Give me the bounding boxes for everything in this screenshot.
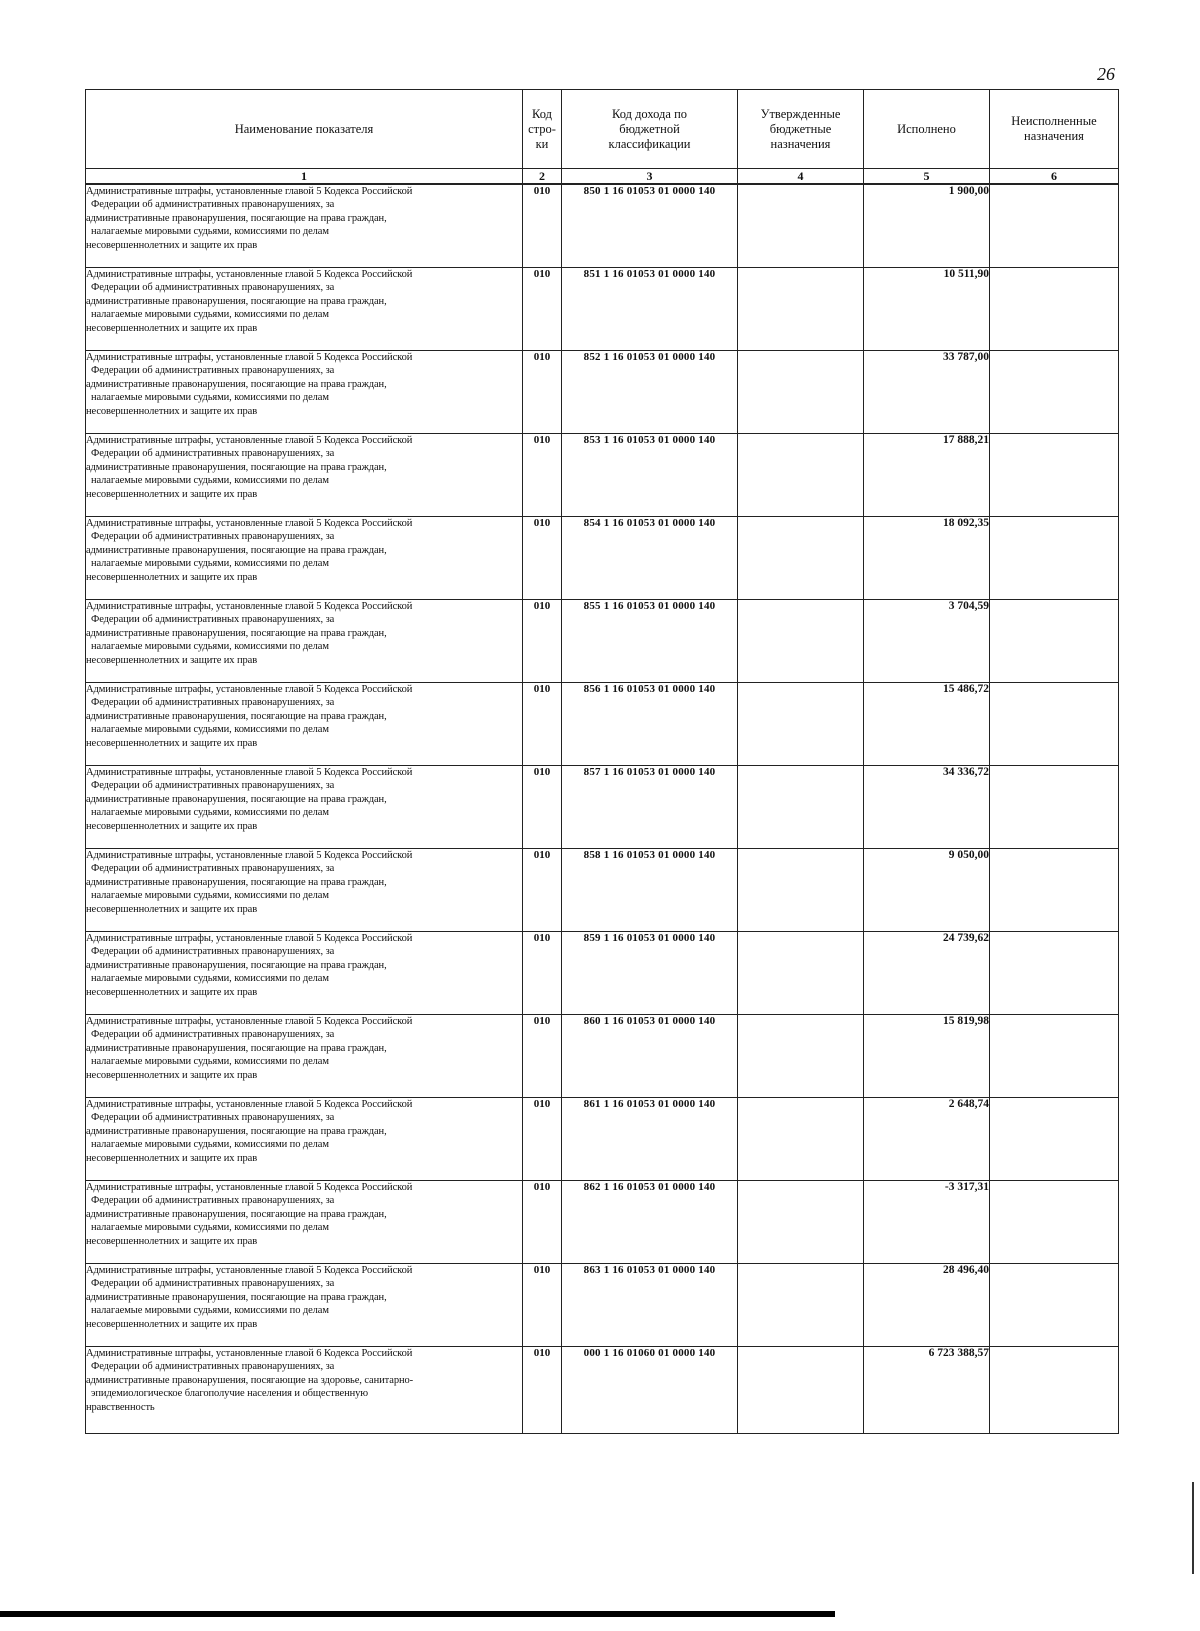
executed-amount: 24 739,62 bbox=[864, 932, 990, 1015]
indicator-name bbox=[86, 1181, 523, 1264]
indicator-name-line: административные правонарушения, посягающие на права граждан, bbox=[86, 1042, 387, 1054]
executed-amount: -3 317,31 bbox=[864, 1181, 990, 1264]
indicator-name-line: Федерации об административных правонарушениях, за bbox=[91, 282, 335, 294]
indicator-name bbox=[86, 184, 523, 268]
income-code: 000 1 16 01060 01 0000 140 bbox=[562, 1347, 738, 1434]
indicator-name-line: несовершеннолетних и защите их прав bbox=[86, 1069, 258, 1081]
indicator-name-line: Федерации об административных правонарушениях, за bbox=[91, 863, 335, 875]
indicator-name-line: налагаемые мировыми судьями, комиссиями по делам bbox=[91, 558, 329, 570]
indicator-name-line: Федерации об административных правонарушениях, за bbox=[91, 531, 335, 543]
indicator-name bbox=[86, 517, 523, 600]
indicator-name-line: Федерации об административных правонарушениях, за bbox=[91, 1361, 335, 1373]
income-code: 859 1 16 01053 01 0000 140 bbox=[562, 932, 738, 1015]
line-code: 010 bbox=[523, 849, 562, 932]
unexecuted-amount bbox=[990, 434, 1119, 517]
line-code: 010 bbox=[523, 600, 562, 683]
line-code: 010 bbox=[523, 1181, 562, 1264]
indicator-name-line: Федерации об административных правонарушениях, за bbox=[91, 1112, 335, 1124]
unexecuted-amount bbox=[990, 683, 1119, 766]
income-code: 850 1 16 01053 01 0000 140 bbox=[562, 184, 738, 268]
indicator-name-line: Административные штрафы, установленные главой 5 Кодекса Российской bbox=[86, 933, 413, 944]
indicator-name-line: Федерации об административных правонарушениях, за bbox=[91, 199, 335, 211]
indicator-name-line: несовершеннолетних и защите их прав bbox=[86, 488, 258, 500]
indicator-name-line: налагаемые мировыми судьями, комиссиями по делам bbox=[91, 392, 329, 404]
indicator-name-line: Административные штрафы, установленные главой 5 Кодекса Российской bbox=[86, 435, 413, 446]
income-code: 854 1 16 01053 01 0000 140 bbox=[562, 517, 738, 600]
indicator-name-line: административные правонарушения, посягающие на права граждан, bbox=[86, 461, 387, 473]
column-number: 1 bbox=[86, 169, 523, 185]
executed-amount: 2 648,74 bbox=[864, 1098, 990, 1181]
unexecuted-amount bbox=[990, 932, 1119, 1015]
indicator-name-line: Административные штрафы, установленные главой 5 Кодекса Российской bbox=[86, 352, 413, 363]
header-executed: Исполнено bbox=[864, 90, 990, 169]
executed-amount: 6 723 388,57 bbox=[864, 1347, 990, 1434]
indicator-name-line: несовершеннолетних и защите их прав bbox=[86, 405, 258, 417]
indicator-name bbox=[86, 600, 523, 683]
indicator-name-line: административные правонарушения, посягающие на права граждан, bbox=[86, 1291, 387, 1303]
executed-amount: 28 496,40 bbox=[864, 1264, 990, 1347]
budget-income-table bbox=[85, 89, 1119, 1434]
income-code: 861 1 16 01053 01 0000 140 bbox=[562, 1098, 738, 1181]
income-code: 858 1 16 01053 01 0000 140 bbox=[562, 849, 738, 932]
unexecuted-amount bbox=[990, 351, 1119, 434]
indicator-name-line: несовершеннолетних и защите их прав bbox=[86, 1318, 258, 1330]
indicator-name-line: Федерации об административных правонарушениях, за bbox=[91, 1029, 335, 1041]
line-code: 010 bbox=[523, 1347, 562, 1434]
column-number-row bbox=[86, 169, 1119, 185]
table-row bbox=[86, 1264, 1119, 1347]
income-code: 863 1 16 01053 01 0000 140 bbox=[562, 1264, 738, 1347]
table-row bbox=[86, 1181, 1119, 1264]
indicator-name bbox=[86, 766, 523, 849]
table-row bbox=[86, 1347, 1119, 1434]
indicator-name-line: Федерации об административных правонарушениях, за bbox=[91, 780, 335, 792]
indicator-name bbox=[86, 268, 523, 351]
approved-amount bbox=[738, 683, 864, 766]
indicator-name-line: несовершеннолетних и защите их прав bbox=[86, 322, 258, 334]
unexecuted-amount bbox=[990, 600, 1119, 683]
table-row bbox=[86, 849, 1119, 932]
executed-amount: 18 092,35 bbox=[864, 517, 990, 600]
column-number: 5 bbox=[864, 169, 990, 185]
header-name: Наименование показателя bbox=[86, 90, 523, 169]
indicator-name-line: административные правонарушения, посягающие на права граждан, bbox=[86, 627, 387, 639]
indicator-name-line: Административные штрафы, установленные главой 5 Кодекса Российской bbox=[86, 1265, 413, 1276]
indicator-name-line: Административные штрафы, установленные главой 5 Кодекса Российской bbox=[86, 1182, 413, 1193]
table-row bbox=[86, 1098, 1119, 1181]
table-row bbox=[86, 766, 1119, 849]
indicator-name-line: административные правонарушения, посягающие на права граждан, bbox=[86, 378, 387, 390]
indicator-name-line: административные правонарушения, посягающие на права граждан, bbox=[86, 1208, 387, 1220]
indicator-name-line: налагаемые мировыми судьями, комиссиями по делам bbox=[91, 1222, 329, 1234]
indicator-name bbox=[86, 932, 523, 1015]
unexecuted-amount bbox=[990, 1264, 1119, 1347]
indicator-name-line: Административные штрафы, установленные главой 5 Кодекса Российской bbox=[86, 767, 413, 778]
column-number: 4 bbox=[738, 169, 864, 185]
executed-amount: 10 511,90 bbox=[864, 268, 990, 351]
indicator-name-line: налагаемые мировыми судьями, комиссиями по делам bbox=[91, 724, 329, 736]
indicator-name-line: Административные штрафы, установленные главой 6 Кодекса Российской bbox=[86, 1348, 413, 1359]
column-number: 6 bbox=[990, 169, 1119, 185]
indicator-name-line: несовершеннолетних и защите их прав bbox=[86, 820, 258, 832]
column-number: 3 bbox=[562, 169, 738, 185]
income-code: 856 1 16 01053 01 0000 140 bbox=[562, 683, 738, 766]
indicator-name-line: административные правонарушения, посягающие на права граждан, bbox=[86, 876, 387, 888]
indicator-name-line: Федерации об административных правонарушениях, за bbox=[91, 614, 335, 626]
indicator-name-line: несовершеннолетних и защите их прав bbox=[86, 986, 258, 998]
unexecuted-amount bbox=[990, 766, 1119, 849]
indicator-name-line: административные правонарушения, посягающие на права граждан, bbox=[86, 959, 387, 971]
approved-amount bbox=[738, 600, 864, 683]
indicator-name-line: административные правонарушения, посягающие на права граждан, bbox=[86, 1125, 387, 1137]
approved-amount bbox=[738, 766, 864, 849]
indicator-name-line: налагаемые мировыми судьями, комиссиями по делам bbox=[91, 973, 329, 985]
indicator-name-line: Федерации об административных правонарушениях, за bbox=[91, 365, 335, 377]
approved-amount bbox=[738, 849, 864, 932]
indicator-name-line: административные правонарушения, посягающие на права граждан, bbox=[86, 793, 387, 805]
indicator-name-line: несовершеннолетних и защите их прав bbox=[86, 654, 258, 666]
table-row bbox=[86, 1015, 1119, 1098]
header-income-code: Код дохода по бюджетной классификации bbox=[562, 90, 738, 169]
executed-amount: 1 900,00 bbox=[864, 184, 990, 268]
table-row bbox=[86, 932, 1119, 1015]
indicator-name-line: Административные штрафы, установленные главой 5 Кодекса Российской bbox=[86, 1099, 413, 1110]
income-code: 855 1 16 01053 01 0000 140 bbox=[562, 600, 738, 683]
approved-amount bbox=[738, 268, 864, 351]
indicator-name-line: несовершеннолетних и защите их прав bbox=[86, 571, 258, 583]
column-number: 2 bbox=[523, 169, 562, 185]
unexecuted-amount bbox=[990, 1181, 1119, 1264]
indicator-name-line: несовершеннолетних и защите их прав bbox=[86, 1152, 258, 1164]
indicator-name-line: Федерации об административных правонарушениях, за bbox=[91, 697, 335, 709]
header-row bbox=[86, 90, 1119, 169]
scan-edge-mark bbox=[1192, 1482, 1194, 1574]
income-code: 853 1 16 01053 01 0000 140 bbox=[562, 434, 738, 517]
indicator-name-line: эпидемиологическое благополучие населения и общественную bbox=[91, 1388, 369, 1400]
line-code: 010 bbox=[523, 766, 562, 849]
page-number: 26 bbox=[1097, 64, 1115, 84]
indicator-name-line: нравственность bbox=[86, 1401, 155, 1413]
executed-amount: 17 888,21 bbox=[864, 434, 990, 517]
indicator-name-line: налагаемые мировыми судьями, комиссиями по делам bbox=[91, 807, 329, 819]
indicator-name bbox=[86, 434, 523, 517]
table-row bbox=[86, 600, 1119, 683]
header-unexecuted: Неисполненные назначения bbox=[990, 90, 1119, 169]
indicator-name-line: Федерации об административных правонарушениях, за bbox=[91, 1195, 335, 1207]
indicator-name-line: несовершеннолетних и защите их прав bbox=[86, 239, 258, 251]
indicator-name-line: административные правонарушения, посягающие на права граждан, bbox=[86, 710, 387, 722]
approved-amount bbox=[738, 932, 864, 1015]
executed-amount: 15 819,98 bbox=[864, 1015, 990, 1098]
indicator-name-line: Административные штрафы, установленные главой 5 Кодекса Российской bbox=[86, 186, 413, 197]
line-code: 010 bbox=[523, 1015, 562, 1098]
indicator-name-line: налагаемые мировыми судьями, комиссиями по делам bbox=[91, 890, 329, 902]
indicator-name-line: налагаемые мировыми судьями, комиссиями по делам bbox=[91, 641, 329, 653]
unexecuted-amount bbox=[990, 1347, 1119, 1434]
approved-amount bbox=[738, 517, 864, 600]
line-code: 010 bbox=[523, 683, 562, 766]
indicator-name-line: Административные штрафы, установленные главой 5 Кодекса Российской bbox=[86, 269, 413, 280]
header-line-code: Код стро- ки bbox=[523, 90, 562, 169]
executed-amount: 33 787,00 bbox=[864, 351, 990, 434]
line-code: 010 bbox=[523, 434, 562, 517]
unexecuted-amount bbox=[990, 1015, 1119, 1098]
executed-amount: 9 050,00 bbox=[864, 849, 990, 932]
table-row bbox=[86, 268, 1119, 351]
table-row bbox=[86, 434, 1119, 517]
line-code: 010 bbox=[523, 932, 562, 1015]
indicator-name-line: налагаемые мировыми судьями, комиссиями по делам bbox=[91, 309, 329, 321]
approved-amount bbox=[738, 1264, 864, 1347]
approved-amount bbox=[738, 1098, 864, 1181]
table-row bbox=[86, 683, 1119, 766]
approved-amount bbox=[738, 1015, 864, 1098]
table-row bbox=[86, 184, 1119, 268]
unexecuted-amount bbox=[990, 1098, 1119, 1181]
income-code: 851 1 16 01053 01 0000 140 bbox=[562, 268, 738, 351]
indicator-name-line: административные правонарушения, посягающие на права граждан, bbox=[86, 212, 387, 224]
indicator-name-line: Административные штрафы, установленные главой 5 Кодекса Российской bbox=[86, 601, 413, 612]
income-code: 862 1 16 01053 01 0000 140 bbox=[562, 1181, 738, 1264]
header-approved: Утвержденные бюджетные назначения bbox=[738, 90, 864, 169]
line-code: 010 bbox=[523, 517, 562, 600]
line-code: 010 bbox=[523, 1098, 562, 1181]
indicator-name-line: Административные штрафы, установленные главой 5 Кодекса Российской bbox=[86, 1016, 413, 1027]
unexecuted-amount bbox=[990, 849, 1119, 932]
indicator-name bbox=[86, 351, 523, 434]
line-code: 010 bbox=[523, 268, 562, 351]
income-code: 852 1 16 01053 01 0000 140 bbox=[562, 351, 738, 434]
executed-amount: 34 336,72 bbox=[864, 766, 990, 849]
executed-amount: 3 704,59 bbox=[864, 600, 990, 683]
indicator-name bbox=[86, 1264, 523, 1347]
line-code: 010 bbox=[523, 351, 562, 434]
table-row bbox=[86, 517, 1119, 600]
approved-amount bbox=[738, 434, 864, 517]
line-code: 010 bbox=[523, 184, 562, 268]
indicator-name bbox=[86, 1015, 523, 1098]
indicator-name-line: налагаемые мировыми судьями, комиссиями по делам bbox=[91, 1305, 329, 1317]
indicator-name-line: административные правонарушения, посягающие на здоровье, санитарно- bbox=[86, 1374, 414, 1386]
indicator-name-line: налагаемые мировыми судьями, комиссиями по делам bbox=[91, 475, 329, 487]
unexecuted-amount bbox=[990, 184, 1119, 268]
indicator-name-line: Федерации об административных правонарушениях, за bbox=[91, 1278, 335, 1290]
indicator-name-line: налагаемые мировыми судьями, комиссиями по делам bbox=[91, 1139, 329, 1151]
indicator-name-line: Административные штрафы, установленные главой 5 Кодекса Российской bbox=[86, 518, 413, 529]
indicator-name-line: Административные штрафы, установленные главой 5 Кодекса Российской bbox=[86, 684, 413, 695]
indicator-name bbox=[86, 1347, 523, 1434]
indicator-name-line: налагаемые мировыми судьями, комиссиями по делам bbox=[91, 226, 329, 238]
indicator-name-line: несовершеннолетних и защите их прав bbox=[86, 1235, 258, 1247]
indicator-name-line: Административные штрафы, установленные главой 5 Кодекса Российской bbox=[86, 850, 413, 861]
indicator-name bbox=[86, 683, 523, 766]
indicator-name-line: Федерации об административных правонарушениях, за bbox=[91, 946, 335, 958]
indicator-name-line: административные правонарушения, посягающие на права граждан, bbox=[86, 544, 387, 556]
line-code: 010 bbox=[523, 1264, 562, 1347]
income-code: 857 1 16 01053 01 0000 140 bbox=[562, 766, 738, 849]
approved-amount bbox=[738, 351, 864, 434]
indicator-name-line: налагаемые мировыми судьями, комиссиями по делам bbox=[91, 1056, 329, 1068]
indicator-name-line: административные правонарушения, посягающие на права граждан, bbox=[86, 295, 387, 307]
indicator-name-line: несовершеннолетних и защите их прав bbox=[86, 903, 258, 915]
indicator-name bbox=[86, 1098, 523, 1181]
approved-amount bbox=[738, 1181, 864, 1264]
indicator-name-line: несовершеннолетних и защите их прав bbox=[86, 737, 258, 749]
executed-amount: 15 486,72 bbox=[864, 683, 990, 766]
table-row bbox=[86, 351, 1119, 434]
indicator-name bbox=[86, 849, 523, 932]
unexecuted-amount bbox=[990, 268, 1119, 351]
scan-bottom-bar bbox=[0, 1611, 835, 1617]
approved-amount bbox=[738, 184, 864, 268]
indicator-name-line: Федерации об административных правонарушениях, за bbox=[91, 448, 335, 460]
approved-amount bbox=[738, 1347, 864, 1434]
income-code: 860 1 16 01053 01 0000 140 bbox=[562, 1015, 738, 1098]
unexecuted-amount bbox=[990, 517, 1119, 600]
